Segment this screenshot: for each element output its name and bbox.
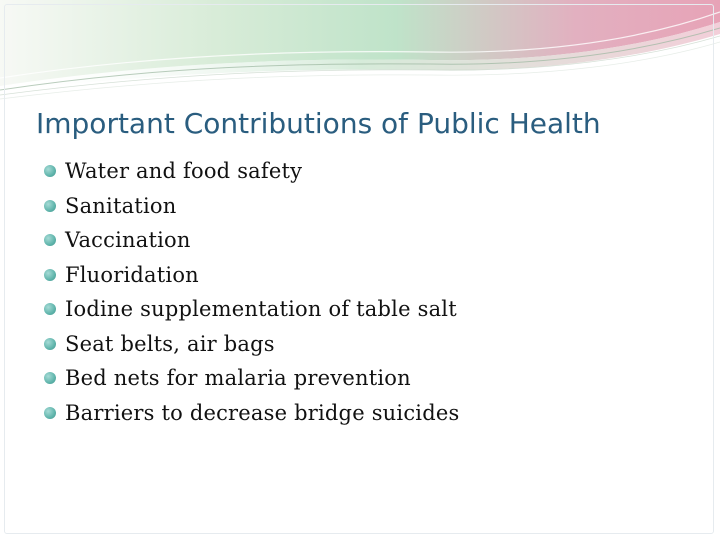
bullet-text: Fluoridation	[65, 262, 199, 287]
bullet-dot-icon	[44, 165, 56, 177]
bullet-text: Vaccination	[65, 228, 191, 253]
bullet-item	[44, 396, 459, 431]
bullet-dot-icon	[44, 372, 56, 384]
bullet-item	[44, 154, 459, 189]
bullet-list	[44, 154, 459, 430]
bullet-text: Iodine supplementation of table salt	[65, 297, 457, 322]
bullet-item	[44, 361, 459, 396]
decorative-banner	[0, 0, 720, 100]
bullet-item	[44, 189, 459, 224]
bullet-dot-icon	[44, 234, 56, 246]
slide-title: Important Contributions of Public Health	[36, 107, 601, 140]
bullet-item	[44, 292, 459, 327]
bullet-dot-icon	[44, 303, 56, 315]
bullet-item	[44, 223, 459, 258]
bullet-text: Barriers to decrease bridge suicides	[65, 400, 460, 425]
bullet-text: Seat belts, air bags	[65, 331, 275, 356]
bullet-dot-icon	[44, 200, 56, 212]
bullet-item	[44, 327, 459, 362]
bullet-text: Water and food safety	[65, 159, 303, 184]
bullet-dot-icon	[44, 338, 56, 350]
bullet-text: Bed nets for malaria prevention	[65, 366, 411, 391]
bullet-text: Sanitation	[65, 193, 177, 218]
bullet-item	[44, 258, 459, 293]
bullet-dot-icon	[44, 407, 56, 419]
bullet-dot-icon	[44, 269, 56, 281]
